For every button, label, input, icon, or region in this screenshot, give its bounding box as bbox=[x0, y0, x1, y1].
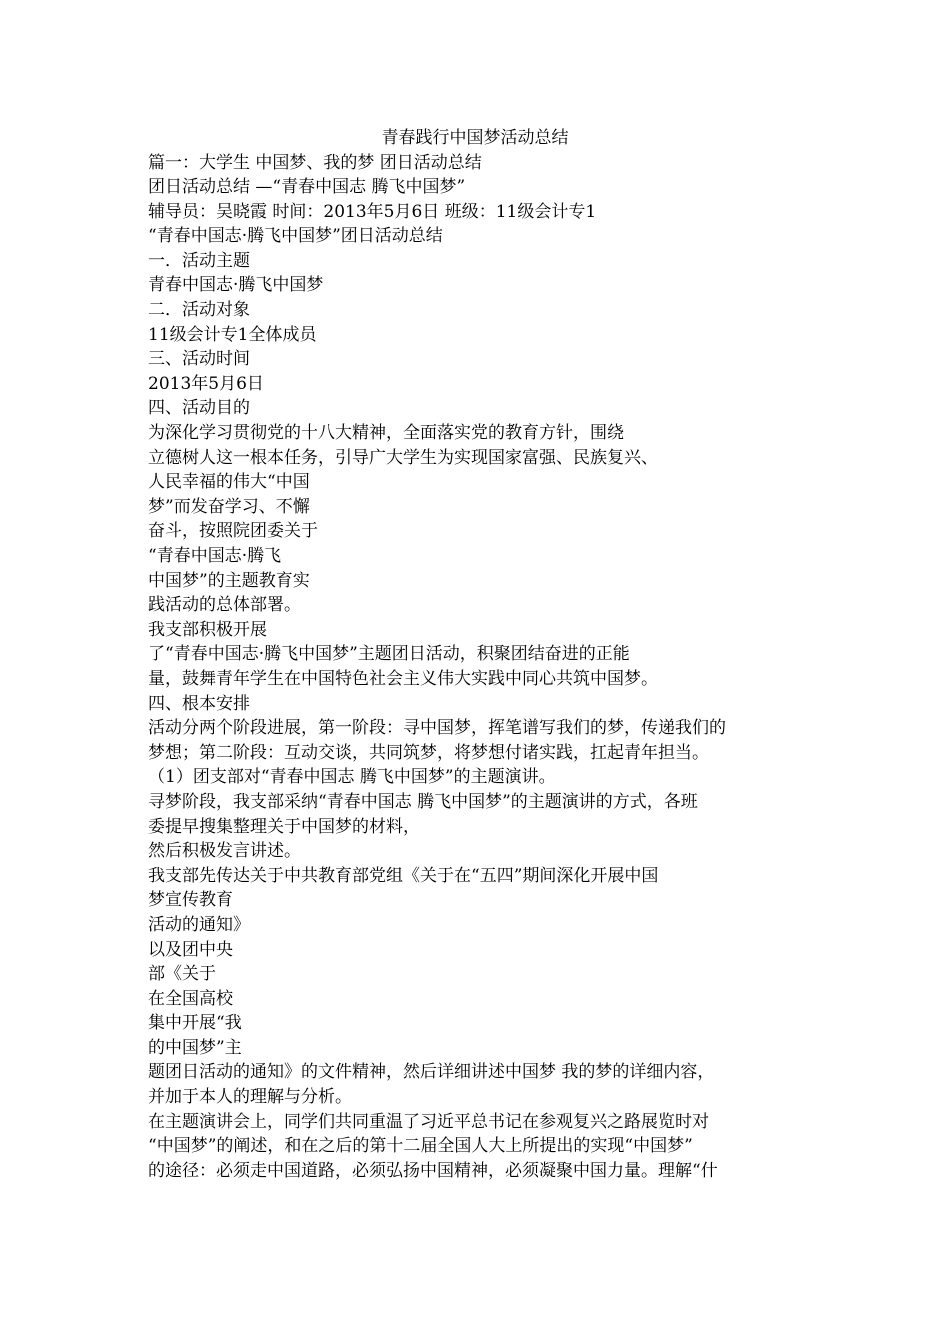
text-line: 部《关于 bbox=[148, 964, 216, 985]
text-line: 2013年5月6日 bbox=[148, 373, 264, 394]
text-line: 梦想；第二阶段：互动交谈，共同筑梦，将梦想付诸实践，扛起青年担当。 bbox=[148, 742, 709, 763]
text-line: 寻梦阶段，我支部采纳“青春中国志 腾飞中国梦”的主题演讲的方式，各班 bbox=[148, 791, 698, 812]
text-line: 的途径：必须走中国道路，必须弘扬中国精神，必须凝聚中国力量。理解“什 bbox=[148, 1160, 718, 1181]
text-line: 辅导员：吴晓霞 时间：2013年5月6日 班级：11级会计专1 bbox=[148, 201, 597, 222]
text-line: 为深化学习贯彻党的十八大精神，全面落实党的教育方针，围绕 bbox=[148, 423, 624, 444]
text-line: 立德树人这一根本任务，引导广大学生为实现国家富强、民族复兴、 bbox=[148, 447, 658, 468]
text-line: 梦宣传教育 bbox=[148, 890, 233, 911]
text-line: 中国梦”的主题教育实 bbox=[148, 570, 310, 591]
text-line: 践活动的总体部署。 bbox=[148, 595, 301, 616]
text-line: 活动分两个阶段进展，第一阶段：寻中国梦，挥笔谱写我们的梦，传递我们的 bbox=[148, 718, 726, 739]
text-line: 委提早搜集整理关于中国梦的材料， bbox=[148, 816, 420, 837]
text-line: “青春中国志·腾飞中国梦”团日活动总结 bbox=[148, 226, 443, 247]
text-line: 我支部先传达关于中共教育部党组《关于在“五四”期间深化开展中国 bbox=[148, 865, 659, 886]
text-line: 以及团中央 bbox=[148, 939, 233, 960]
text-line: 团日活动总结 —“青春中国志 腾飞中国梦” bbox=[148, 177, 466, 198]
section-heading: 三、活动时间 bbox=[148, 349, 250, 370]
document-title: 青春践行中国梦活动总结 bbox=[381, 128, 569, 148]
text-line: 题团日活动的通知》的文件精神，然后详细讲述中国梦 我的梦的详细内容， bbox=[148, 1062, 715, 1083]
text-line: 奋斗，按照院团委关于 bbox=[148, 521, 318, 542]
text-line: 并加于本人的理解与分析。 bbox=[148, 1087, 352, 1108]
text-line: 了“青春中国志·腾飞中国梦”主题团日活动，积聚团结奋进的正能 bbox=[148, 644, 630, 665]
text-line: 在主题演讲会上，同学们共同重温了习近平总书记在参观复兴之路展览时对 bbox=[148, 1111, 709, 1132]
text-line: （1）团支部对“青春中国志 腾飞中国梦”的主题演讲。 bbox=[148, 767, 556, 788]
text-line: 我支部积极开展 bbox=[148, 619, 267, 640]
document-body bbox=[148, 151, 808, 1184]
text-line: 的中国梦”主 bbox=[148, 1037, 242, 1058]
text-line: 人民幸福的伟大“中国 bbox=[148, 472, 310, 493]
section-heading: 二．活动对象 bbox=[148, 300, 250, 321]
text-line: 量，鼓舞青年学生在中国特色社会主义伟大实践中同心共筑中国梦。 bbox=[148, 668, 658, 689]
text-line: 在全国高校 bbox=[148, 988, 233, 1009]
text-line: 篇一：大学生 中国梦、我的梦 团日活动总结 bbox=[148, 152, 482, 173]
text-line: 青春中国志·腾飞中国梦 bbox=[148, 275, 324, 296]
text-line: 然后积极发言讲述。 bbox=[148, 841, 301, 862]
text-line: “青春中国志·腾飞 bbox=[148, 546, 282, 566]
text-line: 集中开展“我 bbox=[148, 1013, 242, 1034]
section-heading: 四、根本安排 bbox=[148, 693, 250, 714]
section-heading: 四、活动目的 bbox=[148, 398, 250, 419]
text-line: 梦”而发奋学习、不懈 bbox=[148, 496, 310, 517]
text-line: 活动的通知》 bbox=[148, 914, 250, 935]
text-line: “中国梦”的阐述，和在之后的第十二届全国人大上所提出的实现“中国梦” bbox=[148, 1136, 693, 1157]
text-line: 11级会计专1全体成员 bbox=[148, 324, 317, 345]
section-heading: 一．活动主题 bbox=[148, 250, 250, 271]
